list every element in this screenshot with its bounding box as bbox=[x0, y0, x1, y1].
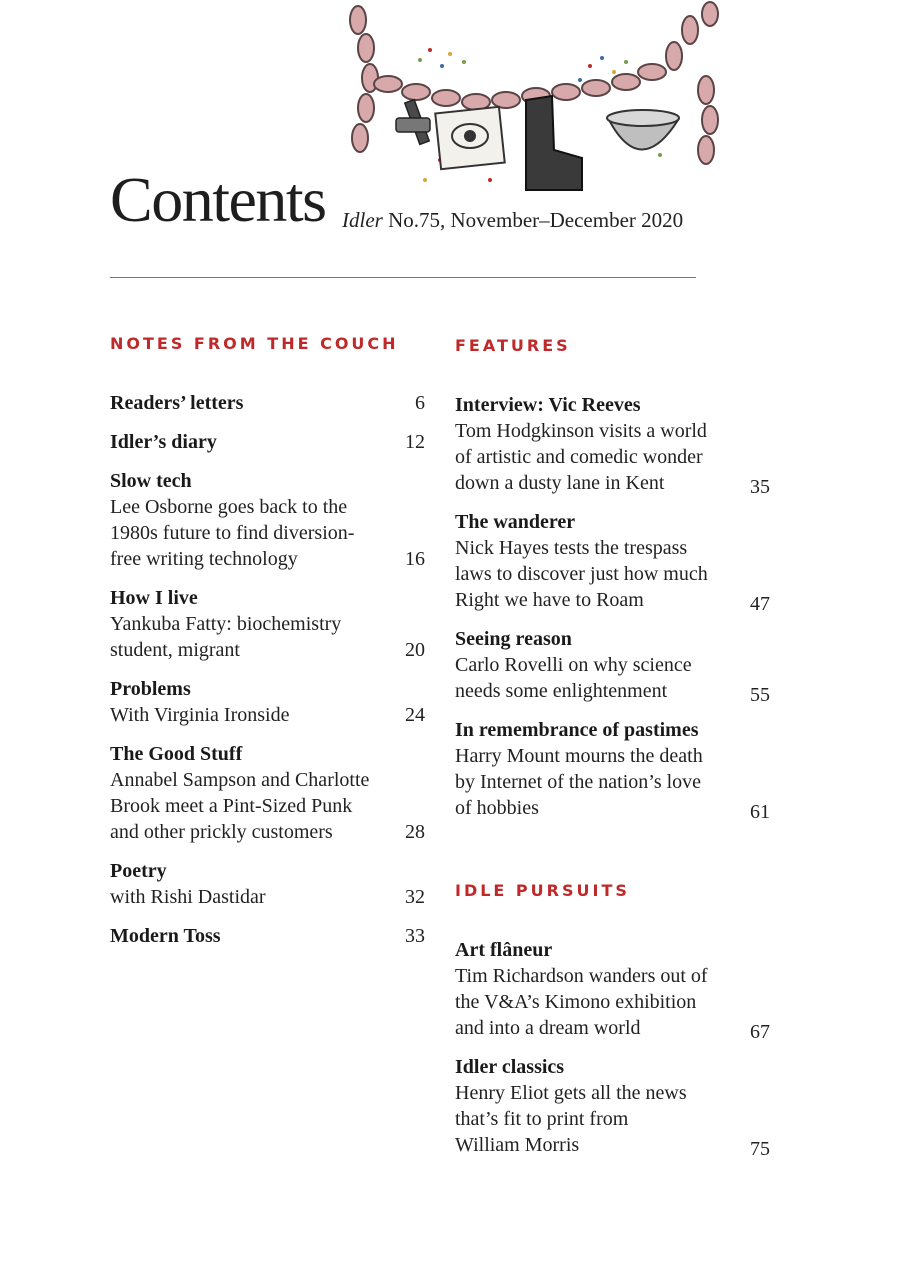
toc-entry[interactable] bbox=[455, 717, 770, 821]
entry-title: The Good Stuff bbox=[110, 743, 243, 765]
page-title: Contents bbox=[110, 164, 326, 235]
entry-title: Idler’s diary bbox=[110, 431, 217, 453]
boot-icon bbox=[526, 96, 582, 190]
toc-entry[interactable] bbox=[110, 468, 425, 572]
entry-description: Harry Mount mourns the death by Internet of the nation’s love of hobbies bbox=[455, 745, 703, 819]
magazine-name: Idler bbox=[342, 208, 383, 232]
entry-description: with Rishi Dastidar bbox=[110, 886, 266, 908]
entry-description: Tim Richardson wanders out of the V&A’s Kimono exhibition and into a dream world bbox=[455, 965, 708, 1039]
eye-card-icon bbox=[435, 107, 505, 169]
entry-page: 24 bbox=[405, 704, 425, 726]
entry-title: Interview: Vic Reeves bbox=[455, 394, 641, 416]
entry-title: Modern Toss bbox=[110, 925, 221, 947]
issue-details: No.75, November–December 2020 bbox=[388, 208, 684, 232]
entry-page: 28 bbox=[405, 821, 425, 843]
bowl-icon bbox=[607, 110, 679, 150]
entry-page: 47 bbox=[750, 593, 770, 615]
section-gap bbox=[455, 834, 770, 880]
entry-title: Readers’ letters bbox=[110, 392, 244, 414]
entry-page: 67 bbox=[750, 1021, 770, 1043]
entry-description: Yankuba Fatty: biochemistry student, migrant bbox=[110, 613, 342, 661]
entry-page: 32 bbox=[405, 886, 425, 908]
entry-title: Problems bbox=[110, 678, 191, 700]
entry-page: 75 bbox=[750, 1138, 770, 1160]
entry-page: 12 bbox=[405, 431, 425, 453]
toc-entry[interactable] bbox=[110, 923, 425, 949]
toc-entry[interactable] bbox=[455, 1054, 770, 1158]
entry-description: Carlo Rovelli on why science needs some enlightenment bbox=[455, 654, 692, 702]
entry-page: 55 bbox=[750, 684, 770, 706]
entry-title: How I live bbox=[110, 587, 198, 609]
toc-entry[interactable] bbox=[455, 937, 770, 1041]
entry-title: Slow tech bbox=[110, 470, 192, 492]
entry-title: Poetry bbox=[110, 860, 167, 882]
entry-title: The wanderer bbox=[455, 511, 576, 533]
entry-description: Annabel Sampson and Charlotte Brook meet a Pint-Sized Punk and other prickly customers bbox=[110, 769, 370, 843]
toc-entry[interactable] bbox=[110, 858, 425, 910]
entry-title: In remembrance of pastimes bbox=[455, 719, 699, 741]
toc-entry[interactable] bbox=[455, 509, 770, 613]
entry-title: Art flâneur bbox=[455, 939, 553, 961]
toc-entry[interactable] bbox=[110, 429, 425, 455]
issue-info bbox=[342, 208, 683, 233]
entry-description: Lee Osborne goes back to the 1980s future to find diversion- free writing technology bbox=[110, 496, 355, 570]
entry-page: 33 bbox=[405, 925, 425, 947]
toc-entry[interactable] bbox=[455, 392, 770, 496]
sausage-garland-illustration bbox=[330, 0, 750, 200]
entry-page: 20 bbox=[405, 639, 425, 661]
section-heading: NOTES FROM THE COUCH bbox=[110, 334, 399, 353]
entry-page: 16 bbox=[405, 548, 425, 570]
toc-entry[interactable] bbox=[110, 585, 425, 663]
header-divider bbox=[110, 277, 696, 278]
entry-title: Seeing reason bbox=[455, 628, 572, 650]
entry-description: Henry Eliot gets all the news that’s fit to print from William Morris bbox=[455, 1082, 687, 1156]
features-section bbox=[455, 335, 770, 1171]
section-heading: FEATURES bbox=[455, 336, 571, 355]
entry-description: Tom Hodgkinson visits a world of artistic and comedic wonder down a dusty lane in Kent bbox=[455, 420, 707, 494]
toc-entry[interactable] bbox=[110, 741, 425, 845]
entry-page: 61 bbox=[750, 801, 770, 823]
entry-title: Idler classics bbox=[455, 1056, 565, 1078]
section-heading: IDLE PURSUITS bbox=[455, 881, 630, 900]
entry-page: 35 bbox=[750, 476, 770, 498]
toc-entry[interactable] bbox=[110, 676, 425, 728]
entry-description: With Virginia Ironside bbox=[110, 704, 290, 726]
entry-description: Nick Hayes tests the trespass laws to discover just how much Right we have to Roam bbox=[455, 537, 708, 611]
entry-page: 6 bbox=[415, 392, 425, 414]
toc-entry[interactable] bbox=[455, 626, 770, 704]
toc-entry[interactable] bbox=[110, 390, 425, 416]
notes-section bbox=[110, 333, 425, 962]
hammer-icon bbox=[396, 100, 430, 145]
